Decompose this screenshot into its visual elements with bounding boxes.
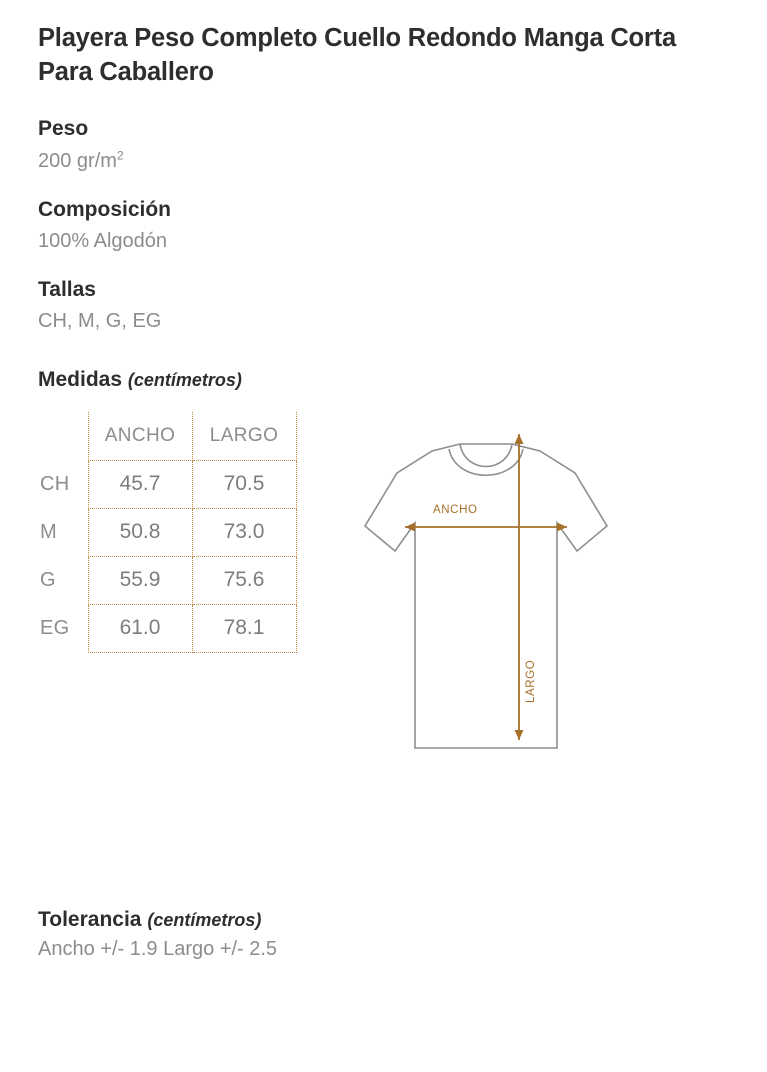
largo-arrow-head-top: [514, 434, 523, 444]
spec-composicion-value: 100% Algodón: [38, 230, 168, 252]
row-header-eg: EG: [40, 616, 70, 639]
size-table: [40, 412, 297, 653]
spec-composicion: [38, 196, 729, 256]
ancho-arrow-label: ANCHO: [432, 504, 478, 517]
measures-heading: [38, 368, 729, 392]
spec-peso-value-sup: 2: [116, 148, 124, 162]
table-row: [40, 604, 296, 652]
tolerance-section: [38, 908, 728, 961]
spec-peso-value: [38, 147, 729, 176]
cell-m-largo: 73.0: [192, 508, 296, 556]
spec-peso-label: Peso: [38, 117, 89, 141]
table-row: [40, 460, 296, 508]
tshirt-collar-inner: [460, 444, 512, 467]
spec-tallas: [38, 276, 729, 336]
measures-area: [38, 412, 729, 763]
tolerance-unit: (centímetros): [147, 910, 262, 930]
column-header-largo: LARGO: [192, 412, 296, 460]
tolerance-heading-text: Tolerancia: [38, 908, 142, 931]
largo-arrow-label: LARGO: [524, 660, 537, 704]
spec-tallas-value: CH, M, G, EG: [38, 310, 162, 333]
measures-heading-text: Medidas: [38, 368, 123, 392]
spec-tallas-label: Tallas: [38, 278, 96, 301]
page-title: Playera Peso Completo Cuello Redondo Manga Corta Para Caballero: [38, 24, 676, 86]
spec-peso: [38, 115, 729, 175]
tolerance-heading: [38, 908, 728, 932]
row-header-g: G: [40, 568, 56, 591]
cell-ch-largo: 70.5: [192, 460, 296, 508]
cell-m-ancho: 50.8: [88, 508, 192, 556]
spec-peso-value-text: 200 gr/m: [38, 149, 117, 172]
table-header-row: [40, 412, 296, 460]
tshirt-icon: [357, 418, 647, 758]
largo-arrow-head-bottom: [514, 730, 523, 740]
spec-composicion-label: Composición: [38, 197, 172, 221]
table-row: [40, 508, 296, 556]
tshirt-outline: [365, 444, 607, 748]
shirt-diagram: [357, 418, 647, 763]
cell-eg-ancho: 61.0: [88, 604, 192, 652]
cell-eg-largo: 78.1: [192, 604, 296, 652]
row-header-m: M: [40, 520, 57, 543]
column-header-ancho: ANCHO: [88, 412, 192, 460]
table-corner-cell: [40, 412, 88, 460]
cell-g-largo: 75.6: [192, 556, 296, 604]
tshirt-collar-outer: [449, 449, 523, 475]
cell-ch-ancho: 45.7: [88, 460, 192, 508]
measures-unit: (centímetros): [127, 370, 242, 391]
tolerance-value: Ancho +/- 1.9 Largo +/- 2.5: [38, 938, 278, 960]
table-row: [40, 556, 296, 604]
cell-g-ancho: 55.9: [88, 556, 192, 604]
row-header-ch: CH: [40, 472, 70, 495]
